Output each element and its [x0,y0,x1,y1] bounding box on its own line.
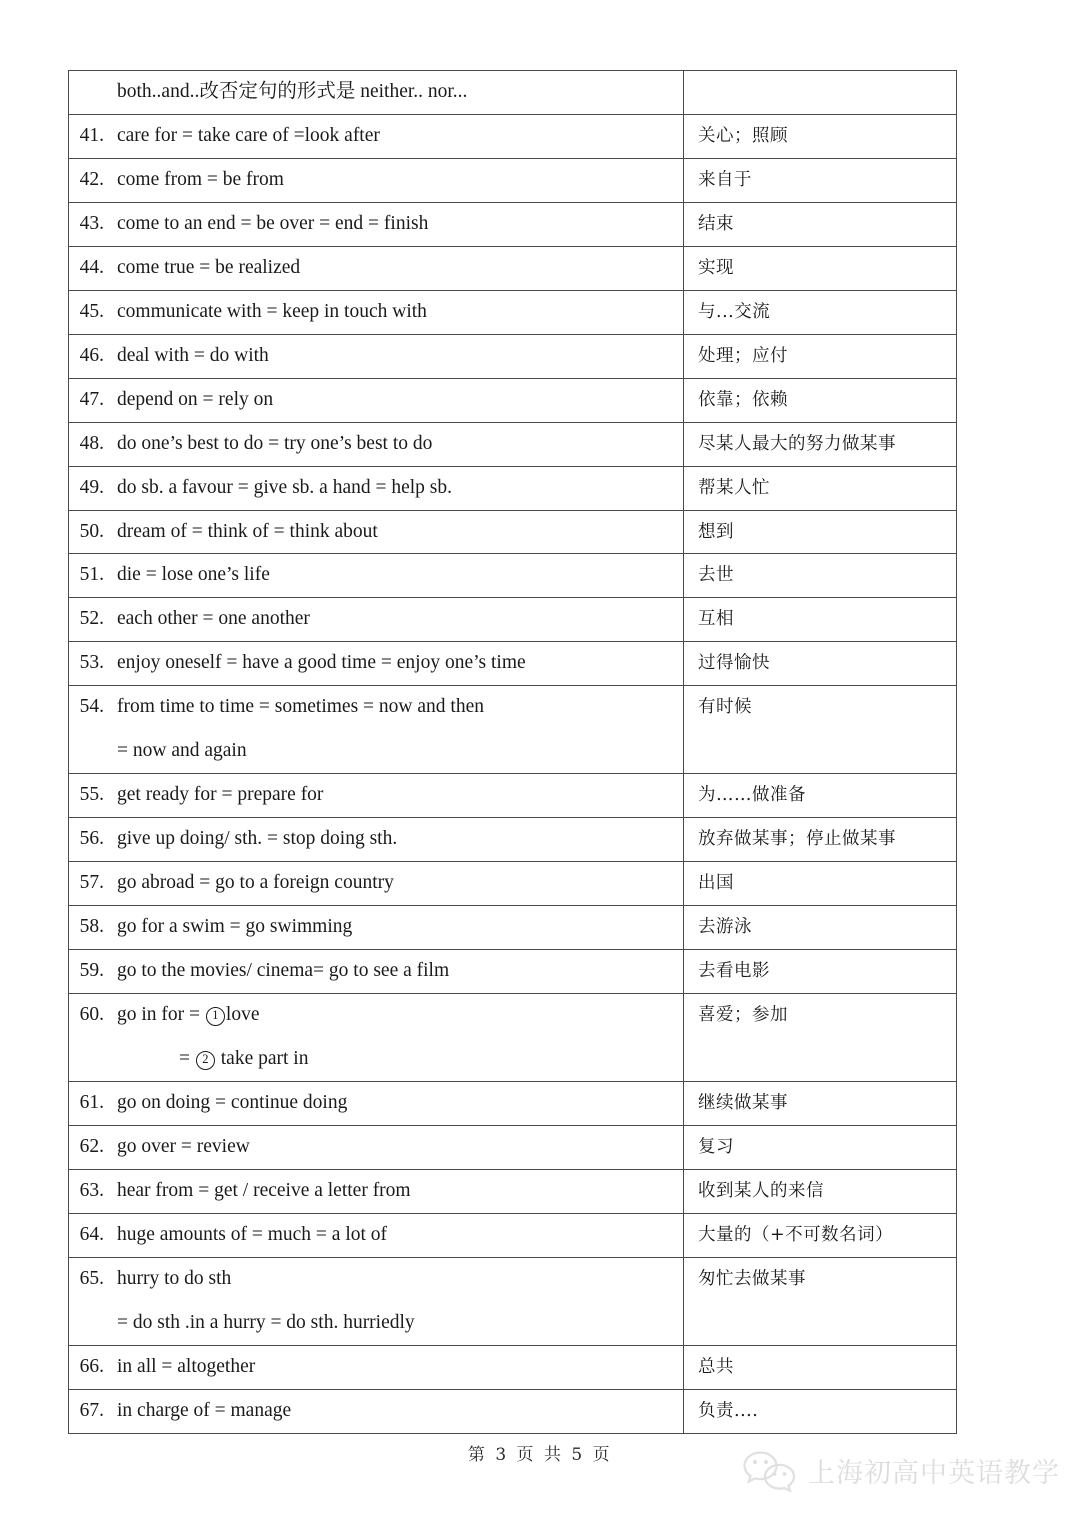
phrase-text: go to the movies/ cinema= go to see a film [117,960,450,982]
phrase-cell [69,906,684,950]
phrase-cell-content [69,159,683,202]
row-number: 64. [79,1223,104,1245]
table-row [69,158,957,202]
meaning-cell [684,1125,957,1169]
phrase-cell [69,642,684,686]
phrase-text: depend on = rely on [117,388,274,410]
row-number: 45. [79,300,104,322]
phrase-line [69,388,675,413]
page-footer: 第 3 页 共 5 页 [467,1445,613,1465]
row-number: 55. [79,784,104,806]
phrase-line [69,607,675,632]
phrase-text: deal with = do with [117,344,269,366]
table-row [69,202,957,246]
row-number: 57. [79,872,104,894]
phrase-cell [69,950,684,994]
phrase-cell-content [69,1258,683,1345]
phrase-text: hear from = get / receive a letter from [117,1179,411,1201]
phrase-line [69,80,675,105]
phrase-line [69,124,675,149]
phrase-text: care for = take care of =look after [117,124,380,146]
phrase-cell-content [69,554,683,597]
phrase-line [69,1223,675,1248]
meaning-text: 去看电影 [698,961,770,982]
phrase-line [69,432,675,457]
wechat-logo-icon [742,1448,798,1492]
phrase-cell-content [69,862,683,905]
phrase-text: come true = be realized [117,256,301,278]
phrase-continuation-line [69,1311,675,1336]
meaning-text: 关心；照顾 [698,125,788,146]
row-number: 49. [79,476,104,498]
phrase-cell-content [69,379,683,422]
meaning-text: 有时候 [698,697,752,718]
table-row [69,1213,957,1257]
phrase-cell-content [69,291,683,334]
phrase-line [69,344,675,369]
phrase-line [69,783,675,808]
phrase-cell [69,290,684,334]
row-number: 66. [79,1355,104,1377]
phrase-cell [69,158,684,202]
meaning-cell [684,334,957,378]
meaning-text: 来自于 [698,169,752,190]
table-row [69,1081,957,1125]
phrase-text: go abroad = go to a foreign country [117,872,394,894]
phrase-line [69,871,675,896]
phrase-text: come from = be from [117,168,284,190]
phrase-text: dream of = think of = think about [117,520,378,542]
meaning-cell [684,466,957,510]
meaning-text: 去世 [698,565,734,586]
row-number: 61. [79,1091,104,1113]
phrase-line [69,1135,675,1160]
row-number: 60. [79,1004,104,1026]
table-row [69,862,957,906]
table-row [69,71,957,115]
phrase-cell [69,510,684,554]
phrase-continuation-text: = 2 take part in [179,1047,309,1069]
phrase-line [69,300,675,325]
table-row [69,994,957,1082]
phrase-cell-content [69,115,683,158]
phrase-text: get ready for = prepare for [117,784,324,806]
vocabulary-table [68,70,957,1434]
meaning-text: 互相 [698,609,734,630]
meaning-text: 大量的（+不可数名词） [698,1224,894,1245]
meaning-text [684,71,956,90]
table-row [69,334,957,378]
meaning-cell [684,642,957,686]
phrase-cell [69,862,684,906]
table-row [69,642,957,686]
phrase-text: huge amounts of = much = a lot of [117,1223,388,1245]
meaning-text: 过得愉快 [698,653,770,674]
row-number: 41. [79,124,104,146]
phrase-cell [69,378,684,422]
phrase-cell [69,994,684,1082]
meaning-cell [684,1169,957,1213]
phrase-cell [69,114,684,158]
meaning-text: 想到 [698,521,734,542]
phrase-text: give up doing/ sth. = stop doing sth. [117,828,398,850]
row-number: 43. [79,212,104,234]
phrase-line [69,651,675,676]
meaning-text: 放弃做某事；停止做某事 [698,829,896,850]
meaning-cell [684,554,957,598]
row-number: 47. [79,388,104,410]
phrase-text: die = lose one’s life [117,564,270,586]
phrase-cell-content [69,598,683,641]
table-row [69,510,957,554]
table-row [69,1257,957,1345]
meaning-cell [684,1081,957,1125]
meaning-cell [684,158,957,202]
meaning-text: 匆忙去做某事 [698,1268,806,1289]
phrase-line [69,212,675,237]
phrase-line [69,563,675,588]
phrase-cell [69,1125,684,1169]
row-number: 42. [79,168,104,190]
watermark-text: 上海初高中英语教学 [808,1457,1060,1489]
phrase-cell-content [69,1390,683,1433]
phrase-line [69,695,675,720]
meaning-cell [684,862,957,906]
phrase-text: go over = review [117,1135,250,1157]
phrase-cell [69,1257,684,1345]
phrase-cell [69,1213,684,1257]
row-number: 53. [79,652,104,674]
phrase-text: go for a swim = go swimming [117,916,353,938]
phrase-cell [69,1169,684,1213]
row-number: 65. [79,1267,104,1289]
meaning-cell [684,71,957,115]
meaning-cell [684,686,957,774]
phrase-cell [69,686,684,774]
table-row [69,246,957,290]
table-row [69,378,957,422]
phrase-cell-content [69,1214,683,1257]
meaning-cell [684,994,957,1082]
phrase-cell [69,422,684,466]
phrase-cell [69,774,684,818]
meaning-cell [684,114,957,158]
meaning-text: 负责.... [698,1400,759,1421]
meaning-text: 与...交流 [698,301,771,322]
table-body [69,71,957,1434]
phrase-continuation-text: = now and again [117,740,247,762]
phrase-cell [69,1081,684,1125]
meaning-text: 结束 [698,213,734,234]
meaning-cell [684,774,957,818]
phrase-line [69,1091,675,1116]
phrase-cell-content [69,511,683,554]
meaning-text: 为……做准备 [698,785,806,806]
watermark [742,1448,1060,1492]
meaning-text: 处理；应付 [698,345,788,366]
row-number: 50. [79,520,104,542]
phrase-cell-content [69,203,683,246]
phrase-text: both..and..改否定句的形式是 neither.. nor... [117,81,468,102]
phrase-cell [69,466,684,510]
meaning-cell [684,1345,957,1389]
phrase-line [69,1355,675,1380]
table-row [69,1389,957,1433]
phrase-continuation-text: = do sth .in a hurry = do sth. hurriedly [117,1311,415,1333]
row-number: 51. [79,564,104,586]
phrase-line [69,1003,675,1028]
meaning-text: 尽某人最大的努力做某事 [698,433,896,454]
meaning-text: 帮某人忙 [698,477,770,498]
table-row [69,686,957,774]
phrase-cell [69,246,684,290]
meaning-cell [684,378,957,422]
phrase-line [69,1399,675,1424]
phrase-cell [69,554,684,598]
phrase-line [69,168,675,193]
phrase-cell-content [69,950,683,993]
meaning-text: 出国 [698,873,734,894]
meaning-text: 继续做某事 [698,1092,788,1113]
phrase-cell-content [69,467,683,510]
row-number: 62. [79,1135,104,1157]
phrase-cell-content [69,247,683,290]
meaning-cell [684,1389,957,1433]
phrase-cell [69,598,684,642]
meaning-cell [684,202,957,246]
phrase-cell [69,818,684,862]
row-number: 46. [79,344,104,366]
meaning-text: 收到某人的来信 [698,1180,824,1201]
meaning-cell [684,598,957,642]
phrase-cell-content [69,1082,683,1125]
phrase-cell-content [69,1346,683,1389]
circled-one-icon: 1 [206,1007,225,1026]
meaning-text: 总共 [698,1356,734,1377]
phrase-cell-content [69,71,683,114]
table-row [69,774,957,818]
table-row [69,950,957,994]
phrase-text: do sb. a favour = give sb. a hand = help sb. [117,476,453,498]
row-number: 52. [79,608,104,630]
phrase-cell-content [69,906,683,949]
table-row [69,290,957,334]
phrase-line [69,476,675,501]
meaning-text: 复习 [698,1136,734,1157]
table-row [69,554,957,598]
phrase-line [69,1179,675,1204]
phrase-cell-content [69,1170,683,1213]
table-row [69,906,957,950]
phrase-text: enjoy oneself = have a good time = enjoy one’s time [117,652,526,674]
row-number: 48. [79,432,104,454]
row-number: 67. [79,1399,104,1421]
phrase-line [69,1267,675,1292]
row-number: 63. [79,1179,104,1201]
table-row [69,818,957,862]
phrase-text: go in for = 1 love [117,1004,260,1026]
table-row [69,1169,957,1213]
phrase-cell-content [69,994,683,1081]
row-number: 59. [79,960,104,982]
phrase-text: in all = altogether [117,1355,256,1377]
meaning-text: 依靠；依赖 [698,389,788,410]
phrase-text: from time to time = sometimes = now and then [117,696,484,718]
phrase-text: do one’s best to do = try one’s best to do [117,432,433,454]
row-number: 54. [79,696,104,718]
phrase-cell [69,202,684,246]
phrase-cell-content [69,818,683,861]
phrase-cell-content [69,335,683,378]
phrase-continuation-line [69,1047,675,1072]
phrase-text: in charge of = manage [117,1399,292,1421]
meaning-text: 喜爱；参加 [698,1005,788,1026]
meaning-cell [684,422,957,466]
circled-two-icon: 2 [196,1051,215,1070]
phrase-text: communicate with = keep in touch with [117,300,427,322]
phrase-cell-content [69,423,683,466]
phrase-cell [69,334,684,378]
meaning-cell [684,818,957,862]
phrase-line [69,915,675,940]
table-row [69,1345,957,1389]
meaning-text: 实现 [698,257,734,278]
phrase-continuation-line [69,739,675,764]
table-row [69,114,957,158]
phrase-text: each other = one another [117,608,310,630]
phrase-text: go on doing = continue doing [117,1091,348,1113]
meaning-cell [684,1257,957,1345]
phrase-cell [69,1345,684,1389]
row-number: 58. [79,916,104,938]
meaning-cell [684,510,957,554]
phrase-text: come to an end = be over = end = finish [117,212,429,234]
phrase-line [69,520,675,545]
meaning-text: 去游泳 [698,917,752,938]
phrase-cell [69,71,684,115]
table-row [69,1125,957,1169]
table-row [69,598,957,642]
meaning-cell [684,1213,957,1257]
phrase-cell-content [69,1126,683,1169]
table-row [69,422,957,466]
phrase-cell-content [69,774,683,817]
meaning-cell [684,290,957,334]
meaning-cell [684,906,957,950]
phrase-line [69,959,675,984]
table-row [69,466,957,510]
row-number: 44. [79,256,104,278]
phrase-cell-content [69,686,683,773]
meaning-cell [684,246,957,290]
phrase-cell-content [69,642,683,685]
phrase-line [69,827,675,852]
phrase-text: hurry to do sth [117,1267,232,1289]
row-number: 56. [79,828,104,850]
phrase-line [69,256,675,281]
meaning-cell [684,950,957,994]
phrase-cell [69,1389,684,1433]
